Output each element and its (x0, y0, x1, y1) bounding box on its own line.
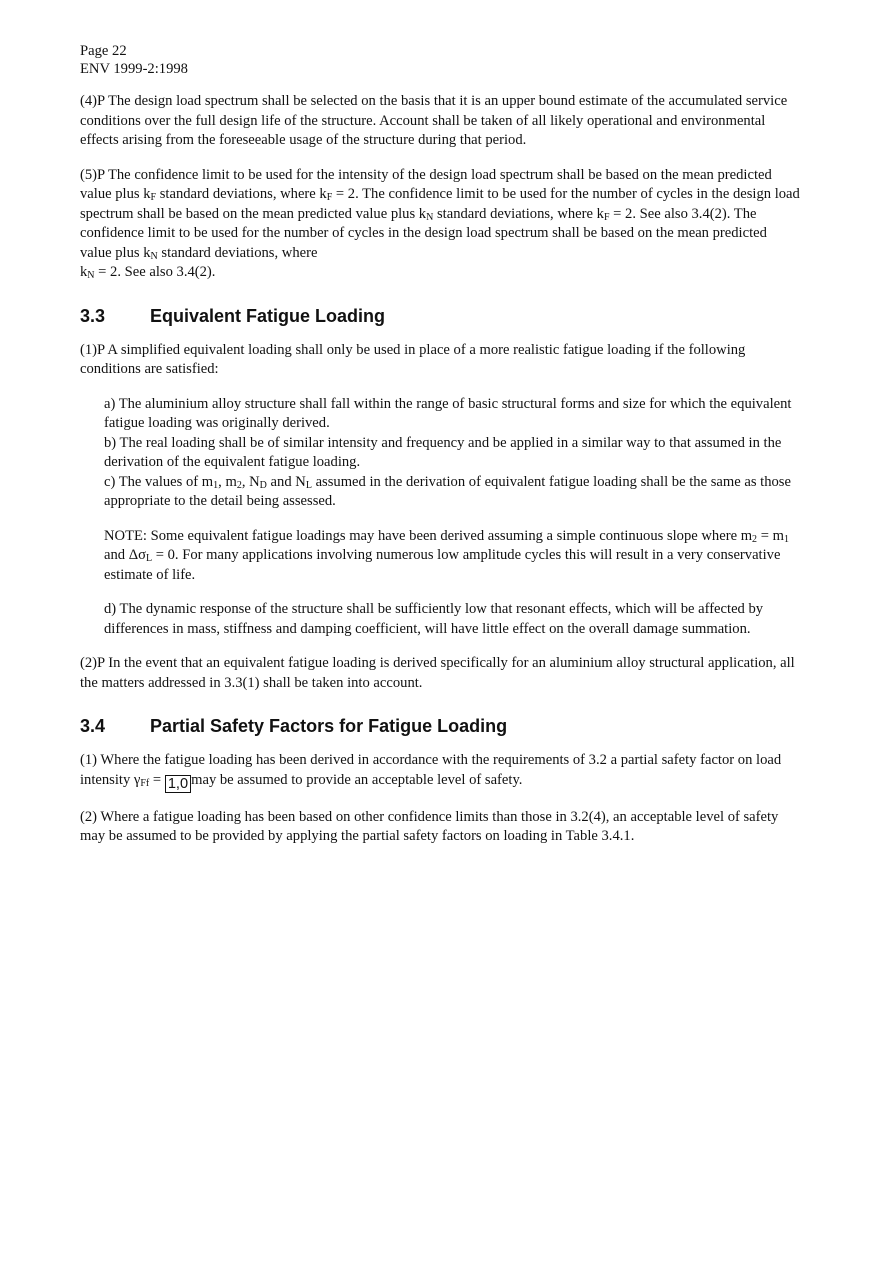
page-header (80, 42, 800, 78)
clause-3-3-2p: (2)P In the event that an equivalent fatigue loading is derived specifically for an aluminium alloy structural application, all the matters addressed in 3.3(1) shall be taken into account. (80, 655, 795, 691)
section-number: 3.3 (80, 305, 106, 326)
clause-3-4-1: (1) Where the fatigue loading has been derived in accordance with the requirements of 3.2 a partial safety factor on load intensity $\gamma_{Ff} = 1,0$ may be assumed to provide an acceptable level of safety. (80, 752, 782, 792)
conditions-list (104, 395, 800, 640)
note: NOTE: Some equivalent fatigue loadings may have been derived assuming a simple continuous slope where $m_2 = m_1$ and $\Delta\sigma_L = 0$. For many applications involving numerous low amplitude cycles this will result in a very conservative estimate of life. (104, 527, 789, 583)
boxed-value: 1,0 (165, 775, 191, 793)
section-heading-3-3 (80, 305, 800, 327)
condition-d: d) The dynamic response of the structure shall be sufficiently low that resonant effects, which will be affected by differences in mass, stiffness and damping coefficient, will have little effect on the overall damage summation. (104, 601, 764, 637)
condition-b: b) The real loading shall be of similar intensity and frequency and be applied in a similar way to that assumed in the derivation of the equivalent fatigue loading. (104, 434, 782, 470)
page-number: Page 22 (80, 43, 127, 59)
standard-code: ENV 1999-2:1998 (80, 61, 188, 77)
clause-3-4-2: (2) Where a fatigue loading has been based on other confidence limits than those in 3.2(4), an acceptable level of safety may be assumed to be provided by applying the partial safety factors on loading in Table 3.4.1. (80, 808, 779, 844)
section-heading-3-4 (80, 715, 800, 737)
condition-a: a) The aluminium alloy structure shall fall within the range of basic structural forms and size for which the equivalent fatigue loading was originally derived. (104, 395, 792, 431)
section-title: Equivalent Fatigue Loading (150, 305, 386, 326)
section-number: 3.4 (80, 716, 106, 736)
clause-3-3-1p: (1)P A simplified equivalent loading shall only be used in place of a more realistic fatigue loading if the following conditions are satisfied: (80, 341, 746, 377)
condition-c: c) The values of $m_1$, $m_2$, $N_D$ and $N_L$ assumed in the derivation of equivalent fatigue loading shall be the same as those appropriate to the detail being assessed. (104, 473, 791, 509)
section-title: Partial Safety Factors for Fatigue Loading (150, 716, 508, 736)
clause-4p: (4)P The design load spectrum shall be selected on the basis that it is an upper bound estimate of the accumulated service conditions over the full design life of the structure. Account shall be taken of all likely operational and environmental effects arising from the foreseeable usage of the structure during that period. (80, 93, 788, 148)
document-page (80, 42, 800, 847)
clause-5p: (5)P The confidence limit to be used for the intensity of the design load spectrum shall be based on the mean predicted value plus $k_F$ standard deviations, where $k_F = 2$. The confidence limit to be used for the number of cycles in the design load spectrum shall be based on the mean predicted value plus $k_N$ standard deviations, where $k_F = 2$. See also 3.4(2). The confidence limit to be used for the number of cycles in the design load spectrum shall be based on the mean predicted value plus $k_N$ standard deviations, where $k_N = 2$. See also 3.4(2). (80, 166, 800, 281)
